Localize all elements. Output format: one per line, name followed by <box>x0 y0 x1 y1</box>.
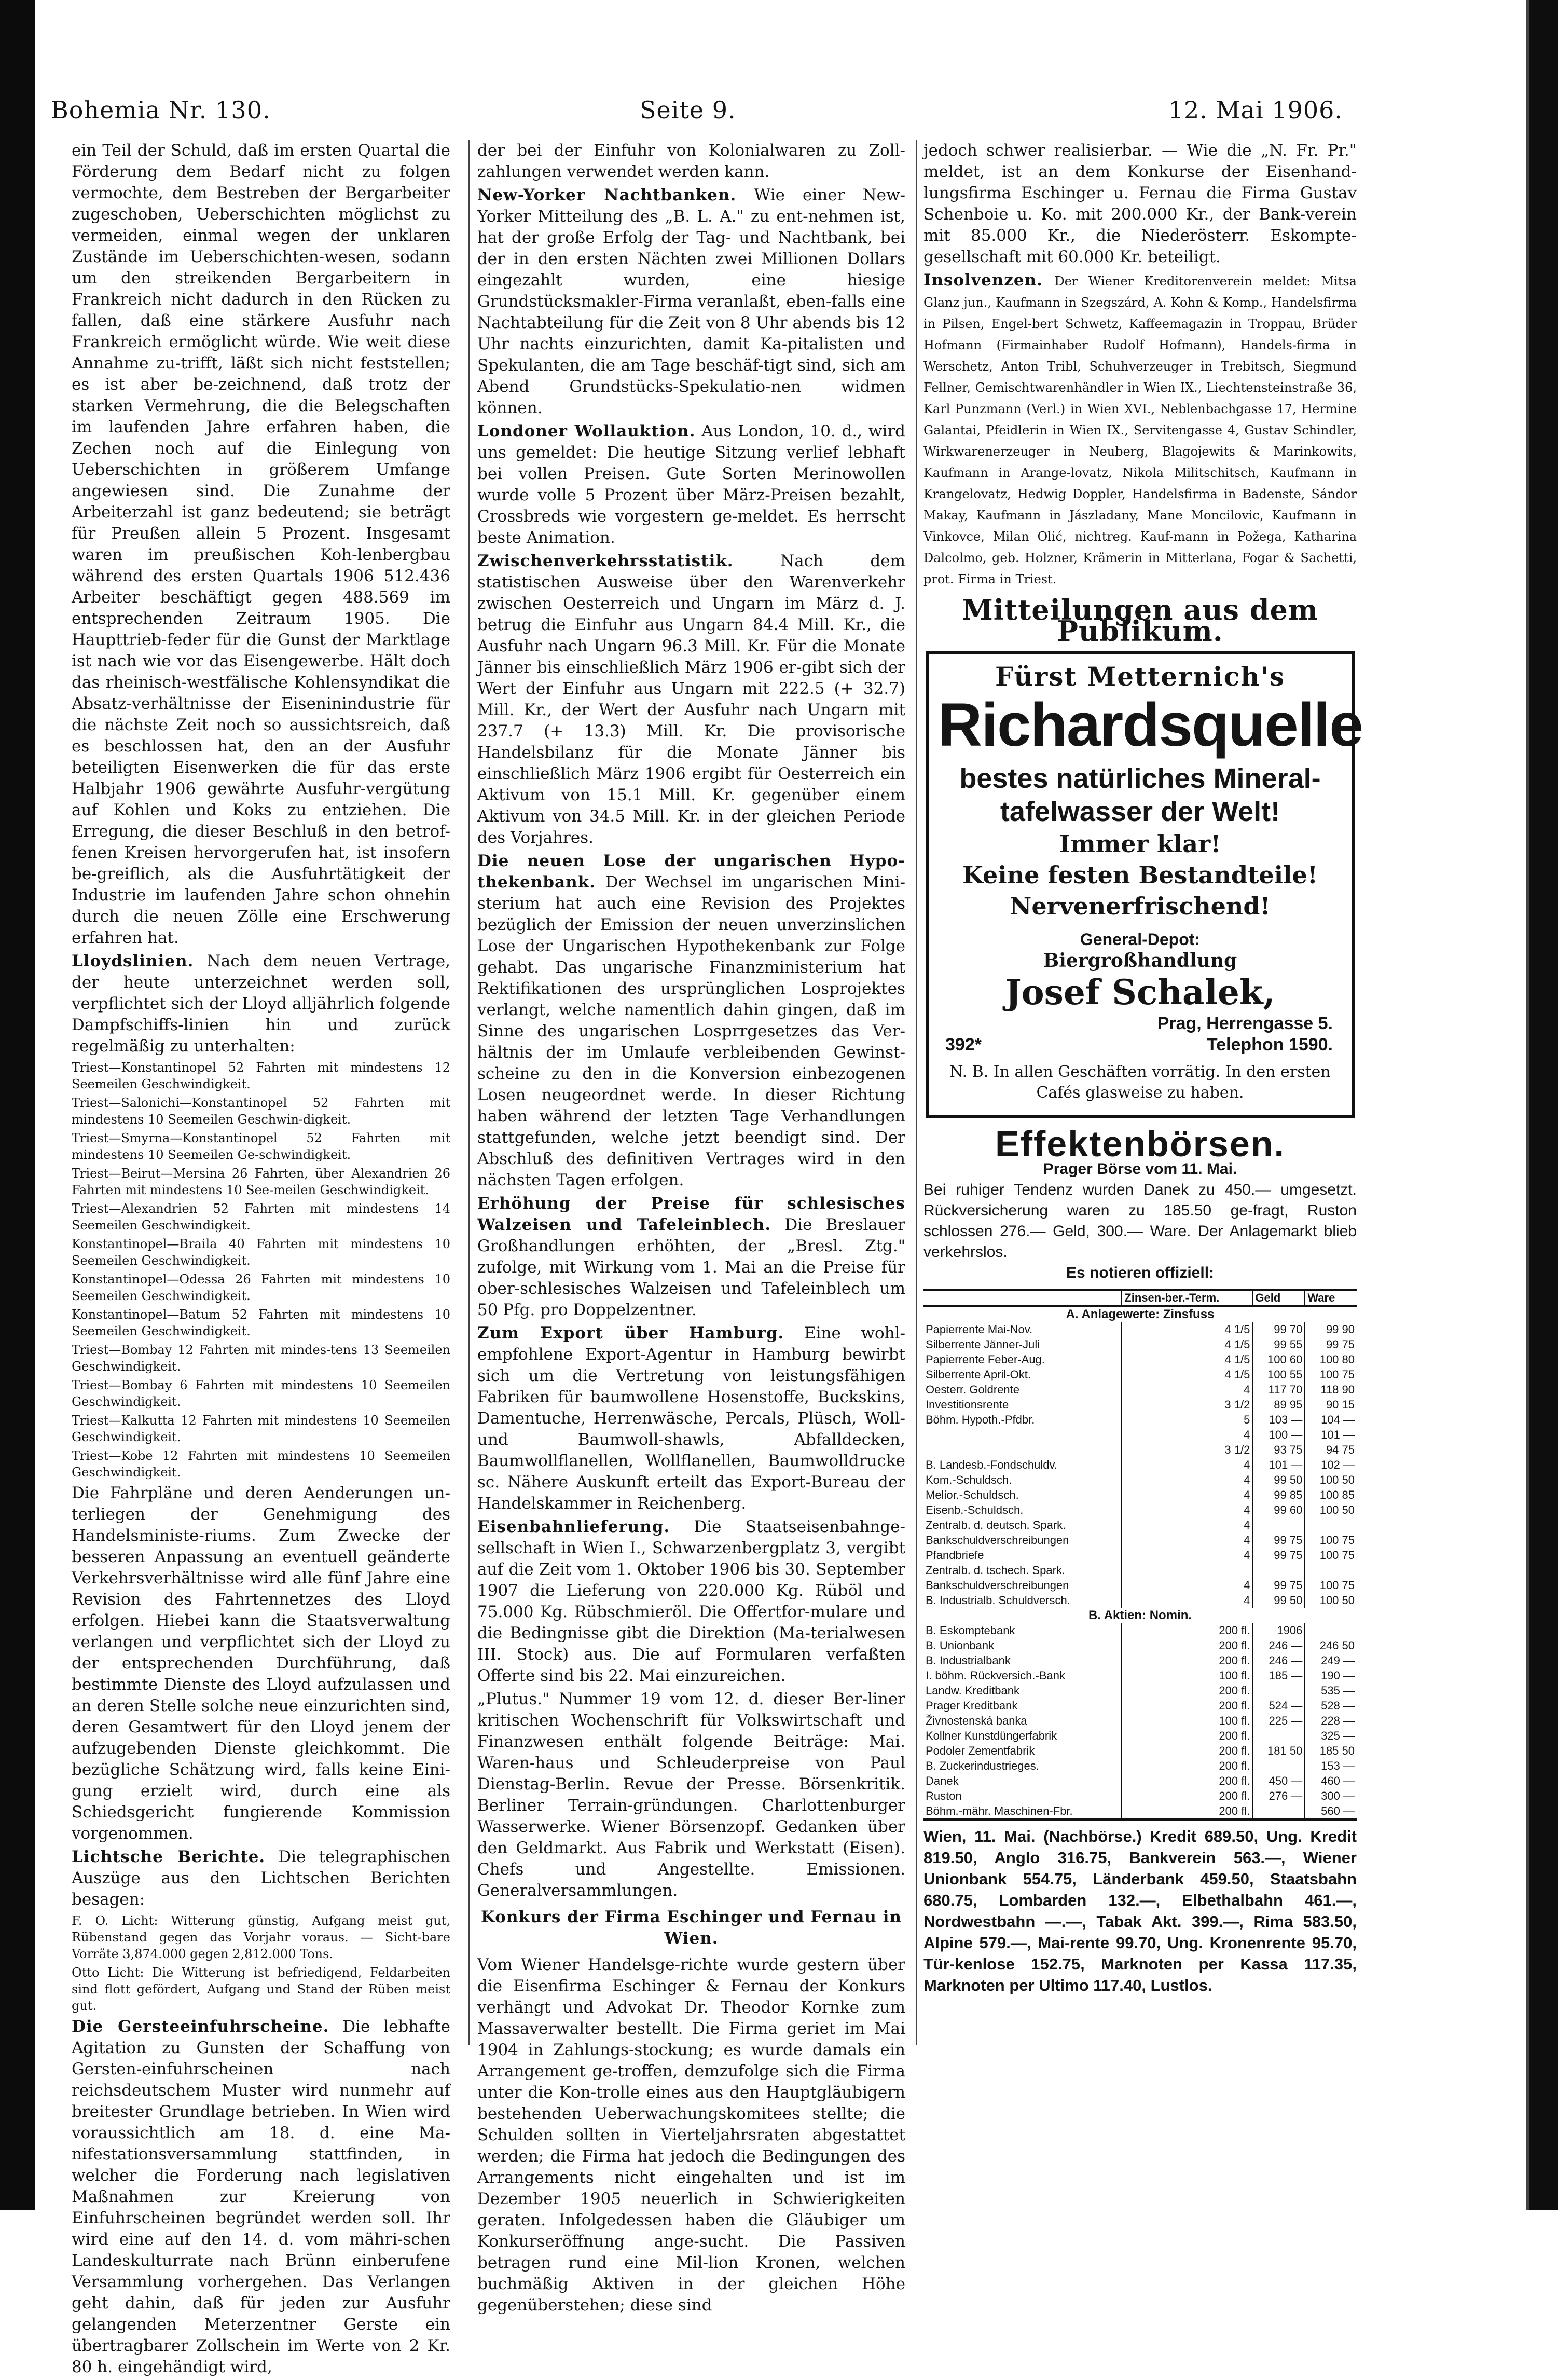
table-row <box>923 1728 1357 1743</box>
price-ware <box>1305 1563 1357 1578</box>
security-name: Kollner Kunstdüngerfabrik <box>926 1729 1057 1742</box>
security-name: Pfandbriefe <box>926 1549 984 1562</box>
article-text: jedoch schwer realisierbar. — Wie die „N. Fr. Pr." meldet, ist an dem Konkurse der Eisenhand-lungsfirma Eschinger u. Fernau die Firma Gustav Schenboie u. Ko. mit 200.000 Kr., der Bank-verein mit 85.000 Kr., die Niederösterr. Eskompte-gesellschaft mit 60.000 Kr. beteiligt. <box>923 141 1357 266</box>
security-name: Ruston <box>926 1789 962 1802</box>
article-eisenbahn: Eisenbahnlieferung. Die Staatseisenbahnge-sellschaft in Wien I., Schwarzenbergplatz 3, vergibt auf die Zeit vom 1. Oktober 1906 bis 30. September 1907 die Lieferung von 220.000 Kg. Rüböl und 75.000 Kg. Rübschmieröl. Die Offertfor-mulare und die Bedingnisse gibt die Direktion (Ma-terialwesen III. Stock) aus. Die auf Formularen verfaßten Offerte sind bis 22. Mai einzureichen. <box>477 1517 905 1685</box>
article-zwischenverkehr: Zwischenverkehrsstatistik. Nach dem statistischen Ausweise über den Warenverkehr zwischen Oesterreich und Ungarn im März d. J. betrug die Einfuhr aus Ungarn 84.4 Mill. Kr., die Ausfuhr nach Ungarn 96.3 Mill. Kr. Für die Monate Jänner bis einschließlich März 1906 er-gibt sich der Wert der Einfuhr aus Ungarn mit 222.5 (+ 32.7) Mill. Kr., der Wert der Ausfuhr nach Ungarn mit 237.7 (+ 13.3) Mill. Kr. Die provisorische Handelsbilanz für die Monate Jänner bis einschließlich März 1906 ergibt für Oesterreich ein Aktivum von 15.1 Mill. Kr. gegenüber einem Aktivum von 34.5 Mill. Kr. in der gleichen Periode des Vorjahres. <box>477 552 906 847</box>
security-name: Oesterr. Goldrente <box>926 1383 1019 1396</box>
price-geld: 99 50 <box>1252 1472 1305 1487</box>
column-1 <box>72 140 450 2380</box>
price-geld: 103 — <box>1252 1412 1305 1427</box>
route-item: Triest—Kalkutta 12 Fahrten mit mindestens 10 Seemeilen Geschwindigkeit. <box>72 1413 450 1444</box>
price-ware: 535 — <box>1305 1683 1357 1698</box>
article-heading: New-Yorker Nachtbanken. <box>477 186 737 204</box>
boerse-heading: Prager Börse vom 11. Mai. <box>1043 1160 1237 1178</box>
route-item: Triest—Bombay 6 Fahrten mit mindestens 10 Seemeilen Geschwindigkeit. <box>72 1378 450 1409</box>
article-preise: Erhöhung der Preise für schlesisches Walzeisen und Tafeleinblech. Die Breslauer Großhandlungen erhöhten, der „Bresl. Ztg." zufolge, mit Wirkung vom 1. Mai an die Preise für ober-schlesisches Walzeisen und Tafeleinblech um 50 Pfg. pro Doppelzentner. <box>477 1194 905 1319</box>
stock-quotes-table <box>923 1289 1357 1821</box>
security-name: B. Industrialb. Schuldversch. <box>926 1594 1070 1607</box>
article-london: Londoner Wollauktion. Aus London, 10. d., wird uns gemeldet: Die heutige Sitzung verlief lebhaft bei vollen Preisen. Gute Sorten Merinowollen wurde volle 5 Prozent über März-Preisen bezahlt, Crossbreds wie vorgestern ge-meldet. Es herrscht beste Animation. <box>477 422 905 547</box>
scan-edge-right <box>1529 0 1558 2210</box>
interest-rate: 5 <box>1122 1412 1252 1427</box>
price-geld: 99 75 <box>1252 1578 1305 1593</box>
interest-rate: 4 1/5 <box>1122 1367 1252 1382</box>
interest-rate: 4 <box>1122 1578 1252 1593</box>
price-geld: 99 50 <box>1252 1593 1305 1608</box>
price-ware: 325 — <box>1305 1728 1357 1743</box>
price-geld: 276 — <box>1252 1788 1305 1803</box>
interest-rate: 200 fl. <box>1122 1698 1252 1713</box>
table-row <box>923 1457 1357 1472</box>
price-geld: 89 95 <box>1252 1397 1305 1412</box>
interest-rate: 200 fl. <box>1122 1773 1252 1788</box>
article-heading: Londoner Wollauktion. <box>477 422 696 441</box>
table-row <box>923 1623 1357 1638</box>
price-geld: 99 70 <box>1252 1322 1305 1337</box>
article-heading: Insolvenzen. <box>923 271 1043 290</box>
ad-line: bestes natürliches Mineral- <box>959 763 1321 794</box>
price-ware: 560 — <box>1305 1803 1357 1820</box>
article-gerste: Die Gersteeinfuhrscheine. Die lebhafte Agitation zu Gunsten der Schaffung von Gersten-einfuhrscheinen nach reichsdeutschem Muster wird nunmehr auf breitester Grundlage betrieben. In Wien wird voraussichtlich am 18. d. eine Ma-nifestationsversammlung stattfinden, in welcher die Forderung nach legislativen Maßnahmen zur Kreierung von Einfuhrscheinen begründet werden soll. Ihr wird eine auf den 14. d. vom mähri-schen Landeskulturrate nach Brünn einberufene Versammlung vorhergehen. Das Verlangen geht dahin, daß für jeden zur Ausfuhr gelangenden Meterzentner Gerste ein übertragbarer Zollschein im Werte von 2 Kr. 80 h. eingehändigt wird, <box>72 2017 450 2376</box>
price-ware: 104 — <box>1305 1412 1357 1427</box>
column-2 <box>477 140 905 2318</box>
table-row <box>923 1578 1357 1593</box>
ad-line: Keine festen Bestandteile! <box>962 861 1318 889</box>
article-text: ein Teil der Schuld, daß im ersten Quartal die Förderung dem Bedarf nicht zu folgen vermochte, dem Bestreben der Bergarbeiter zugeschoben, Ueberschichten möglichst zu vermeiden, einmal wegen der unklaren Zustände im Ueberschichten-wesen, sodann um den streikenden Bergarbeitern in Frankreich nicht dadurch in den Rücken zu fallen, daß eine stärkere Ausfuhr nach Frankreich ermöglicht würde. Wie weit diese Annahme zu-trifft, läßt sich nicht feststellen; es ist aber be-zeichnend, daß trotz der starken Vermehrung, die die Belegschaften im laufenden Jahre erfahren haben, die Zechen noch auf die Einlegung von Ueberschichten in größerem Umfange angewiesen sind. Die Zunahme der Arbeiterzahl ist ganz bedeutend; sie beträgt für Preußen allein 5 Prozent. Insgesamt waren im preußischen Koh-lenbergbau während des ersten Quartals 1906 512.436 Arbeiter beschäftigt gegen 488.569 im entsprechenden Zeitraum 1905. Die Haupttrieb-feder für die Gunst der Marktlage ist nach wie vor das Eisengewerbe. Hält doch das rheinisch-westfälische Kohlensyndikat die Absatz-verhältnisse der Eiseninindustrie für die nächste Zeit noch so aussichtsreich, daß es beschlossen hat, den an der Ausfuhr beteiligten Eisenwerken die für das erste Halbjahr 1906 gewährte Ausfuhr-vergütung auf Kohlen und Koks zu entziehen. Die Erregung, die dieser Beschluß in den betrof-fenen Kreisen hervorgerufen hat, ist insofern be-greiflich, als die Ausfuhrtätigkeit der Industrie im laufenden Jahre schon ohnehin durch die neuen Zölle eine Erschwerung erfahren hat. <box>72 141 450 947</box>
interest-rate: 4 <box>1122 1548 1252 1563</box>
table-row <box>923 1758 1357 1773</box>
nachboerse-report: Wien, 11. Mai. (Nachbörse.) Kredit 689.50, Ung. Kredit 819.50, Anglo 316.75, Bankverein 563.—, Wiener Unionbank 554.75, Länderbank 459.50, Staatsbahn 680.75, Lombarden 132.—, Elbethalbahn 461.—, Nordwestbahn —.—, Tabak Akt. 399.—, Rima 583.50, Alpine 579.—, Mai-rente 99.70, Ung. Kronenrente 95.70, Tür-kenlose 152.75, Marknoten per Kassa 117.35, Marknoten per Ultimo 117.40, Lustlos. <box>923 1827 1357 1994</box>
table-row <box>923 1337 1357 1352</box>
security-name: Kom.-Schuldsch. <box>926 1473 1012 1486</box>
page-number: Seite 9. <box>640 96 736 124</box>
price-ware: 185 50 <box>1305 1743 1357 1758</box>
column-divider <box>916 140 917 2045</box>
price-geld <box>1252 1728 1305 1743</box>
ad-code: 392* <box>945 1035 982 1055</box>
table-row <box>923 1487 1357 1502</box>
security-name: B. Landesb.-Fondschuldv. <box>926 1458 1057 1471</box>
table-section-row <box>923 1306 1357 1322</box>
price-geld: 99 85 <box>1252 1487 1305 1502</box>
ad-telephone: Telephon 1590. <box>1206 1035 1333 1055</box>
article-heading: Lichtsche Berichte. <box>72 1848 266 1866</box>
article-heading: Die neuen Lose der ungarischen Hypo-thekenbank. <box>477 852 905 892</box>
price-ware: 94 75 <box>1305 1442 1357 1457</box>
table-section-label: A. Anlagewerte: Zinsfuss <box>1066 1307 1215 1321</box>
price-ware: 90 15 <box>1305 1397 1357 1412</box>
article-konkurs: Vom Wiener Handelsge-richte wurde gestern über die Eisenfirma Eschinger & Fernau der Konkurs verhängt und Advokat Dr. Theodor Kornke zum Massaverwalter bestellt. Die Firma geriet im Mai 1904 in Zahlungs-stockung; es wurde damals ein Arrangement ge-troffen, demzufolge sich die Firma unter die Kon-trolle eines aus den Hauptgläubigern bestehenden Ueberwachungskomitees stellte; die Schulden sollten in Vierteljahrsraten abgestattet werden; die Firma hat jedoch die Bedingungen des Arrangements nicht eingehalten und ist im Dezember 1905 neuerlich in Schwierigkeiten geraten. Infolgedessen haben die Gläubiger um Konkurseröffnung ange-sucht. Die Passiven betragen rund eine Mil-lion Kronen, welchen buchmäßig Aktiven in der gleichen Höhe gegenüberstehen; diese sind <box>477 1955 905 2315</box>
table-row <box>923 1442 1357 1457</box>
ad-telephone-row <box>938 1034 1342 1056</box>
table-header: Ware <box>1305 1290 1357 1306</box>
table-row <box>923 1788 1357 1803</box>
table-row <box>923 1653 1357 1668</box>
article-newyork: New-Yorker Nachtbanken. Wie einer New-Yorker Mitteilung des „B. L. A." zu ent-nehmen ist, hat der große Erfolg der Tag- und Nachtbank, bei der in den ersten Nächten zwei Millionen Dollars eingezahlt wurden, eine hiesige Grundstücksmakler-Firma veranlaßt, eben-falls eine Nachtabteilung für die Zeit von 8 Uhr abends bis 12 Uhr nachts einzurichten, damit Ka-pitalisten und Spekulanten, die am Tage beschäf-tigt sind, sich am Abend Grundstücks-Spekulatio-nen widmen können. <box>477 186 906 417</box>
security-name: Investitionsrente <box>926 1398 1009 1411</box>
interest-rate: 4 <box>1122 1593 1252 1608</box>
price-geld: 101 — <box>1252 1457 1305 1472</box>
interest-rate: 200 fl. <box>1122 1803 1252 1820</box>
price-ware: 100 75 <box>1305 1533 1357 1548</box>
interest-rate: 4 <box>1122 1472 1252 1487</box>
newspaper-issue: Bohemia Nr. 130. <box>51 96 271 124</box>
interest-rate: 3 1/2 <box>1122 1442 1252 1457</box>
security-name: Melior.-Schuldsch. <box>926 1488 1019 1501</box>
table-row <box>923 1397 1357 1412</box>
price-geld: 99 75 <box>1252 1533 1305 1548</box>
interest-rate <box>1122 1563 1252 1578</box>
table-row <box>923 1352 1357 1367</box>
interest-rate: 200 fl. <box>1122 1788 1252 1803</box>
security-name: I. böhm. Rückversich.-Bank <box>926 1669 1065 1682</box>
price-geld: 225 — <box>1252 1713 1305 1728</box>
table-row <box>923 1502 1357 1517</box>
table-header: Geld <box>1252 1290 1305 1306</box>
route-item: Triest—Bombay 12 Fahrten mit mindes-tens 13 Seemeilen Geschwindigkeit. <box>72 1343 450 1374</box>
table-row <box>923 1698 1357 1713</box>
interest-rate: 4 <box>1122 1382 1252 1397</box>
table-row <box>923 1803 1357 1820</box>
ad-address: Prag, Herrengasse 5. <box>1157 1014 1333 1033</box>
security-name: Papierrente Mai-Nov. <box>926 1323 1033 1336</box>
table-row <box>923 1668 1357 1683</box>
price-ware: 100 50 <box>1305 1502 1357 1517</box>
table-header <box>923 1290 1122 1306</box>
article-licht: Lichtsche Berichte. Die telegraphischen Auszüge aus den Lichtschen Berichten besagen: <box>72 1848 450 1909</box>
interest-rate: 200 fl. <box>1122 1638 1252 1653</box>
issue-date: 12. Mai 1906. <box>1168 96 1343 124</box>
price-ware: 99 90 <box>1305 1322 1357 1337</box>
security-name: Danek <box>926 1774 959 1787</box>
section-heading: Mitteilungen aus dem Publikum. <box>962 593 1318 648</box>
ad-line: Biergroßhandlung <box>1043 950 1237 972</box>
article-plutus: „Plutus." Nummer 19 vom 12. d. dieser Ber-liner kritischen Wochenschrift für Volkswirtschaft und Finanzwesen enthält folgende Beiträge: Mai. Waren-haus und Schleuderpreise von Paul Dienstag-Berlin. Revue der Presse. Börsenkritik. Berliner Terrain-gründungen. Charlottenburger Wasserwerke. Wiener Börsenzopf. Gedanken über den Geldmarkt. Aus Fabrik und Werkstatt (Eisen). Chefs und Angestellte. Emissionen. Generalversammlungen. <box>477 1690 905 1900</box>
table-row <box>923 1773 1357 1788</box>
price-geld: 100 — <box>1252 1427 1305 1442</box>
security-name: Zentralb. d. deutsch. Spark. <box>926 1519 1066 1531</box>
route-item: Konstantinopel—Odessa 26 Fahrten mit mindestens 10 Seemeilen Geschwindigkeit. <box>72 1272 450 1303</box>
page-header <box>51 96 1343 132</box>
price-ware: 228 — <box>1305 1713 1357 1728</box>
interest-rate: 200 fl. <box>1122 1743 1252 1758</box>
ad-line: General-Depot: <box>1080 930 1201 949</box>
price-ware: 153 — <box>1305 1758 1357 1773</box>
interest-rate: 4 1/5 <box>1122 1337 1252 1352</box>
advertisement <box>926 651 1362 1118</box>
ad-brand: Richardsquelle <box>938 691 1362 759</box>
table-row <box>923 1382 1357 1397</box>
security-name: B. Unionbank <box>926 1639 995 1652</box>
ad-company-name: Josef Schalek, <box>1005 972 1275 1013</box>
price-ware: 100 85 <box>1305 1487 1357 1502</box>
price-geld <box>1252 1517 1305 1533</box>
security-name: B. Eskomptebank <box>926 1624 1015 1637</box>
article-insolvenzen: Insolvenzen. Der Wiener Kreditorenverein meldet: Mitsa Glanz jun., Kaufmann in Szegszárd, A. Kohn & Komp., Handelsfirma in Pilsen, Engel-bert Schwetz, Kaffeemagazin in Troppau, Brüder Hofmann (Firmainhaber Rudolf Hofmann), Handels-firma in Werschetz, Anton Tribl, Schuhverzeuger in Trebitsch, Siegmund Fellner, Gemischtwarenhändler in Wien IX., Liechtensteinstraße 36, Karl Punzmann (Verl.) in Wien XVI., Neblenbachgasse 17, Hermine Galantai, Pfeidlerin in Wien IX., Servitengasse 4, Gustav Schindler, Wirkwarenerzeuger in Neuberg, Blagojewits & Marinkowits, Kaufmann in Arange-lovatz, Nikola Militschitsch, Kaufmann in Krangelovatz, Hedwig Doppler, Handelsfirma in Badenste, Sándor Makay, Kaufmann in Jászladany, Mane Monciloviс, Kaufmann in Vinkovce, Milan Olić, nichtreg. Kauf-mann in Požega, Katharina Dalcolmo, geb. Holzner, Krämerin in Mitterlana, Fogar & Sachetti, prot. Firma in Triest. <box>923 271 1357 586</box>
price-ware: 100 50 <box>1305 1472 1357 1487</box>
interest-rate: 4 <box>1122 1457 1252 1472</box>
table-row <box>923 1427 1357 1442</box>
price-geld: 185 — <box>1252 1668 1305 1683</box>
price-geld: 181 50 <box>1252 1743 1305 1758</box>
boerse-text: Bei ruhiger Tendenz wurden Danek zu 450.— umgesetzt. Rückversicherung waren zu 185.50 ge-fragt, Ruston schlossen 276.— Geld, 300.— Ware. Der Anlagemarkt blieb verkehrslos. <box>923 1181 1357 1261</box>
interest-rate: 4 <box>1122 1487 1252 1502</box>
price-geld <box>1252 1563 1305 1578</box>
price-geld: 1906 <box>1252 1623 1305 1638</box>
table-row <box>923 1713 1357 1728</box>
report-item: F. O. Licht: Witterung günstig, Aufgang meist gut, Rübenstand gegen das Vorjahr voraus. — Sicht-bare Vorräte 3,874.000 gegen 2,812.000 Tons. <box>72 1913 450 1961</box>
price-ware: 100 75 <box>1305 1367 1357 1382</box>
security-name: Bankschuldverschreibungen <box>926 1579 1069 1592</box>
ad-line: Immer klar! <box>1059 830 1221 858</box>
price-geld: 100 60 <box>1252 1352 1305 1367</box>
route-item: Konstantinopel—Batum 52 Fahrten mit mindestens 10 Seemeilen Geschwindigkeit. <box>72 1307 450 1338</box>
table-row <box>923 1322 1357 1337</box>
route-item: Triest—Kobe 12 Fahrten mit mindestens 10 Seemeilen Geschwindigkeit. <box>72 1448 450 1480</box>
price-geld: 450 — <box>1252 1773 1305 1788</box>
interest-rate: 200 fl. <box>1122 1623 1252 1638</box>
price-geld: 99 60 <box>1252 1502 1305 1517</box>
interest-rate: 4 1/5 <box>1122 1352 1252 1367</box>
interest-rate: 4 <box>1122 1517 1252 1533</box>
price-ware: 100 80 <box>1305 1352 1357 1367</box>
interest-rate: 100 fl. <box>1122 1668 1252 1683</box>
price-geld: 99 75 <box>1252 1548 1305 1563</box>
scan-edge-left <box>0 0 35 2210</box>
price-ware: 246 50 <box>1305 1638 1357 1653</box>
table-row <box>923 1548 1357 1563</box>
route-item: Konstantinopel—Braila 40 Fahrten mit mindestens 10 Seemeilen Geschwindigkeit. <box>72 1237 450 1268</box>
table-row <box>923 1563 1357 1578</box>
price-ware: 118 90 <box>1305 1382 1357 1397</box>
article-heading: Eisenbahnlieferung. <box>477 1517 670 1536</box>
price-ware: 102 — <box>1305 1457 1357 1472</box>
article-heading: Zwischenverkehrsstatistik. <box>477 552 734 570</box>
price-ware: 101 — <box>1305 1427 1357 1442</box>
route-item: Triest—Beirut—Mersina 26 Fahrten, über Alexandrien 26 Fahrten mit mindestens 10 See-meilen Geschwindigkeit. <box>72 1166 450 1197</box>
route-item: Triest—Alexandrien 52 Fahrten mit mindestens 14 Seemeilen Geschwindigkeit. <box>72 1201 450 1233</box>
interest-rate: 200 fl. <box>1122 1653 1252 1668</box>
security-name: Podoler Zementfabrik <box>926 1744 1035 1757</box>
price-ware <box>1305 1517 1357 1533</box>
article-heading: Konkurs der Firma Eschinger und Fernau in Wien. <box>481 1908 902 1948</box>
article-heading: Erhöhung der Preise für schlesisches Walzeisen und Tafeleinblech. <box>477 1194 905 1234</box>
interest-rate: 200 fl. <box>1122 1728 1252 1743</box>
price-ware: 100 50 <box>1305 1593 1357 1608</box>
column-divider <box>468 140 470 2045</box>
ad-line: Fürst Metternich's <box>995 661 1286 692</box>
price-ware: 100 75 <box>1305 1578 1357 1593</box>
interest-rate: 4 <box>1122 1427 1252 1442</box>
security-name: Prager Kreditbank <box>926 1699 1018 1712</box>
boerse-subheading: Es notieren offiziell: <box>1066 1264 1215 1281</box>
table-row <box>923 1412 1357 1427</box>
article-lloyd: Lloydslinien. Nach dem neuen Vertrage, der heute unterzeichnet werden soll, verpflichtet sich der Lloyd alljährlich folgende Dampfschiffs-linien hin und zurück regelmäßig zu unterhalten: <box>72 952 450 1056</box>
table-row <box>923 1517 1357 1533</box>
article-text: der bei der Einfuhr von Kolonialwaren zu Zoll-zahlungen verwendet werden kann. <box>477 141 905 181</box>
report-item: Otto Licht: Die Witterung ist befriedigend, Feldarbeiten sind flott gefördert, Aufgang und Stand der Rüben meist gut. <box>72 1965 450 2013</box>
section-heading: Effektenbörsen. <box>995 1124 1285 1164</box>
security-name: B. Industrialbank <box>926 1654 1011 1667</box>
price-ware: 528 — <box>1305 1698 1357 1713</box>
security-name: Živnostenská banka <box>926 1714 1027 1727</box>
ad-note: N. B. In allen Geschäften vorrätig. In den ersten Cafés glasweise zu haben. <box>949 1063 1331 1102</box>
interest-rate: 200 fl. <box>1122 1683 1252 1698</box>
price-ware: 190 — <box>1305 1668 1357 1683</box>
price-geld: 99 55 <box>1252 1337 1305 1352</box>
price-ware: 300 — <box>1305 1788 1357 1803</box>
table-row <box>923 1593 1357 1608</box>
article-lose: Die neuen Lose der ungarischen Hypo-thekenbank. Der Wechsel im ungarischen Mini-sterium hat auch eine Revision des Projektes bezüglich der Emission der neuen unverzinslichen Lose der Ungarischen Hypothekenbank zur Folge gehabt. Das ungarische Finanzministerium hat Rektifikationen des ursprünglichen Losprojektes verlangt, welche namentlich dahin gingen, daß im Sinne des ungarischen Losprrgesetzes das Ver-hältnis der im Umlaufe verbleibenden Gewinst-scheine zu den in die Konversion einbezogenen Losen neugeordnet werde. In dieser Richtung haben während der letzten Tage Verhandlungen stattgefunden, welche jetzt beendigt sind. Der Abschluß des definitiven Vertrages wird in den nächsten Tagen erfolgen. <box>477 852 905 1189</box>
column-3 <box>923 140 1362 1996</box>
security-name: Zentralb. d. tschech. Spark. <box>926 1564 1066 1577</box>
table-row <box>923 1472 1357 1487</box>
route-item: Triest—Smyrna—Konstantinopel 52 Fahrten mit mindestens 10 Seemeilen Ge-schwindigkeit. <box>72 1131 450 1162</box>
interest-rate: 200 fl. <box>1122 1758 1252 1773</box>
security-name: Silberrente Jänner-Juli <box>926 1338 1040 1351</box>
price-ware: 100 75 <box>1305 1548 1357 1563</box>
price-geld: 117 70 <box>1252 1382 1305 1397</box>
interest-rate: 3 1/2 <box>1122 1397 1252 1412</box>
table-section-row <box>923 1608 1357 1623</box>
boerse-report <box>923 1159 1357 1283</box>
table-row <box>923 1638 1357 1653</box>
ad-line: Nervenerfrischend! <box>1010 892 1271 920</box>
security-name: Landw. Kreditbank <box>926 1684 1020 1697</box>
security-name: Böhm. Hypoth.-Pfdbr. <box>926 1413 1035 1426</box>
price-geld <box>1252 1683 1305 1698</box>
price-geld: 246 — <box>1252 1653 1305 1668</box>
interest-rate: 4 <box>1122 1502 1252 1517</box>
security-name <box>923 1427 1122 1442</box>
route-item: Triest—Salonichi—Konstantinopel 52 Fahrten mit mindestens 10 Seemeilen Geschwin-digkeit. <box>72 1096 450 1127</box>
table-row <box>923 1367 1357 1382</box>
price-geld: 93 75 <box>1252 1442 1305 1457</box>
price-ware: 460 — <box>1305 1773 1357 1788</box>
article-heading: Lloydslinien. <box>72 952 194 970</box>
article-text: Die Fahrpläne und deren Aenderungen un-terliegen der Genehmigung des Handelsministe-riums. Zum Zwecke der besseren Anpassung an eventuell geänderte Verkehrsverhältnisse wird alle fünf Jahre eine Revision des Fahrtennetzes des Lloyd erfolgen. Hiebei kann die Staatsverwaltung verlangen und verpflichtet sich der Lloyd zu der entsprechenden Durchführung, daß bestimmte Dienste des Lloyd aufzulassen und an deren Stelle solche neue einzurichten sind, deren Gesamtwert für den Lloyd jenem der aufzugebenden Dienste gleichkommt. Die bezügliche Schätzung wird, falls keine Eini-gung erzielt wird, durch eine als Schiedsgericht fungierende Kommission vorgenommen. <box>72 1484 450 1843</box>
route-item: Triest—Konstantinopel 52 Fahrten mit mindestens 12 Seemeilen Geschwindigkeit. <box>72 1060 450 1091</box>
price-geld: 246 — <box>1252 1638 1305 1653</box>
security-name: Papierrente Feber-Aug. <box>926 1353 1045 1366</box>
table-row <box>923 1533 1357 1548</box>
price-geld <box>1252 1803 1305 1820</box>
article-heading: Zum Export über Hamburg. <box>477 1324 784 1343</box>
price-geld: 100 55 <box>1252 1367 1305 1382</box>
ad-line: tafelwasser der Welt! <box>1000 796 1280 827</box>
interest-rate: 4 1/5 <box>1122 1322 1252 1337</box>
price-geld <box>1252 1758 1305 1773</box>
article-export: Zum Export über Hamburg. Eine wohl-empfohlene Export-Agentur in Hamburg bewirbt sich um die Vertretung von leistungsfähigen Fabriken für baumwollene Hosenstoffe, Buckskins, Damentuche, Herrenwäsche, Percals, Plüsch, Woll- und Baumwoll-shawls, Abfalldecken, Baumwollflanellen, Wollflanellen, Baumwolldrucke sc. Nähere Auskunft erteilt das Export-Bureau der Handelskammer in Reichenberg. <box>477 1324 906 1513</box>
price-geld: 524 — <box>1252 1698 1305 1713</box>
article-heading: Die Gersteeinfuhrscheine. <box>72 2017 329 2036</box>
security-name: Bankschuldverschreibungen <box>926 1534 1069 1547</box>
interest-rate: 4 <box>1122 1533 1252 1548</box>
security-name <box>923 1442 1122 1457</box>
security-name: Böhm.-mähr. Maschinen-Fbr. <box>926 1804 1073 1817</box>
table-header: Zinsen-ber.-Term. <box>1122 1290 1252 1306</box>
table-row <box>923 1683 1357 1698</box>
security-name: Eisenb.-Schuldsch. <box>926 1503 1024 1516</box>
interest-rate: 100 fl. <box>1122 1713 1252 1728</box>
table-row <box>923 1743 1357 1758</box>
security-name: B. Zuckerindustrieges. <box>926 1759 1039 1772</box>
price-ware <box>1305 1623 1357 1638</box>
security-name: Silberrente April-Okt. <box>926 1368 1031 1381</box>
price-ware: 99 75 <box>1305 1337 1357 1352</box>
table-section-label: B. Aktien: Nomin. <box>1088 1608 1192 1622</box>
price-ware: 249 — <box>1305 1653 1357 1668</box>
